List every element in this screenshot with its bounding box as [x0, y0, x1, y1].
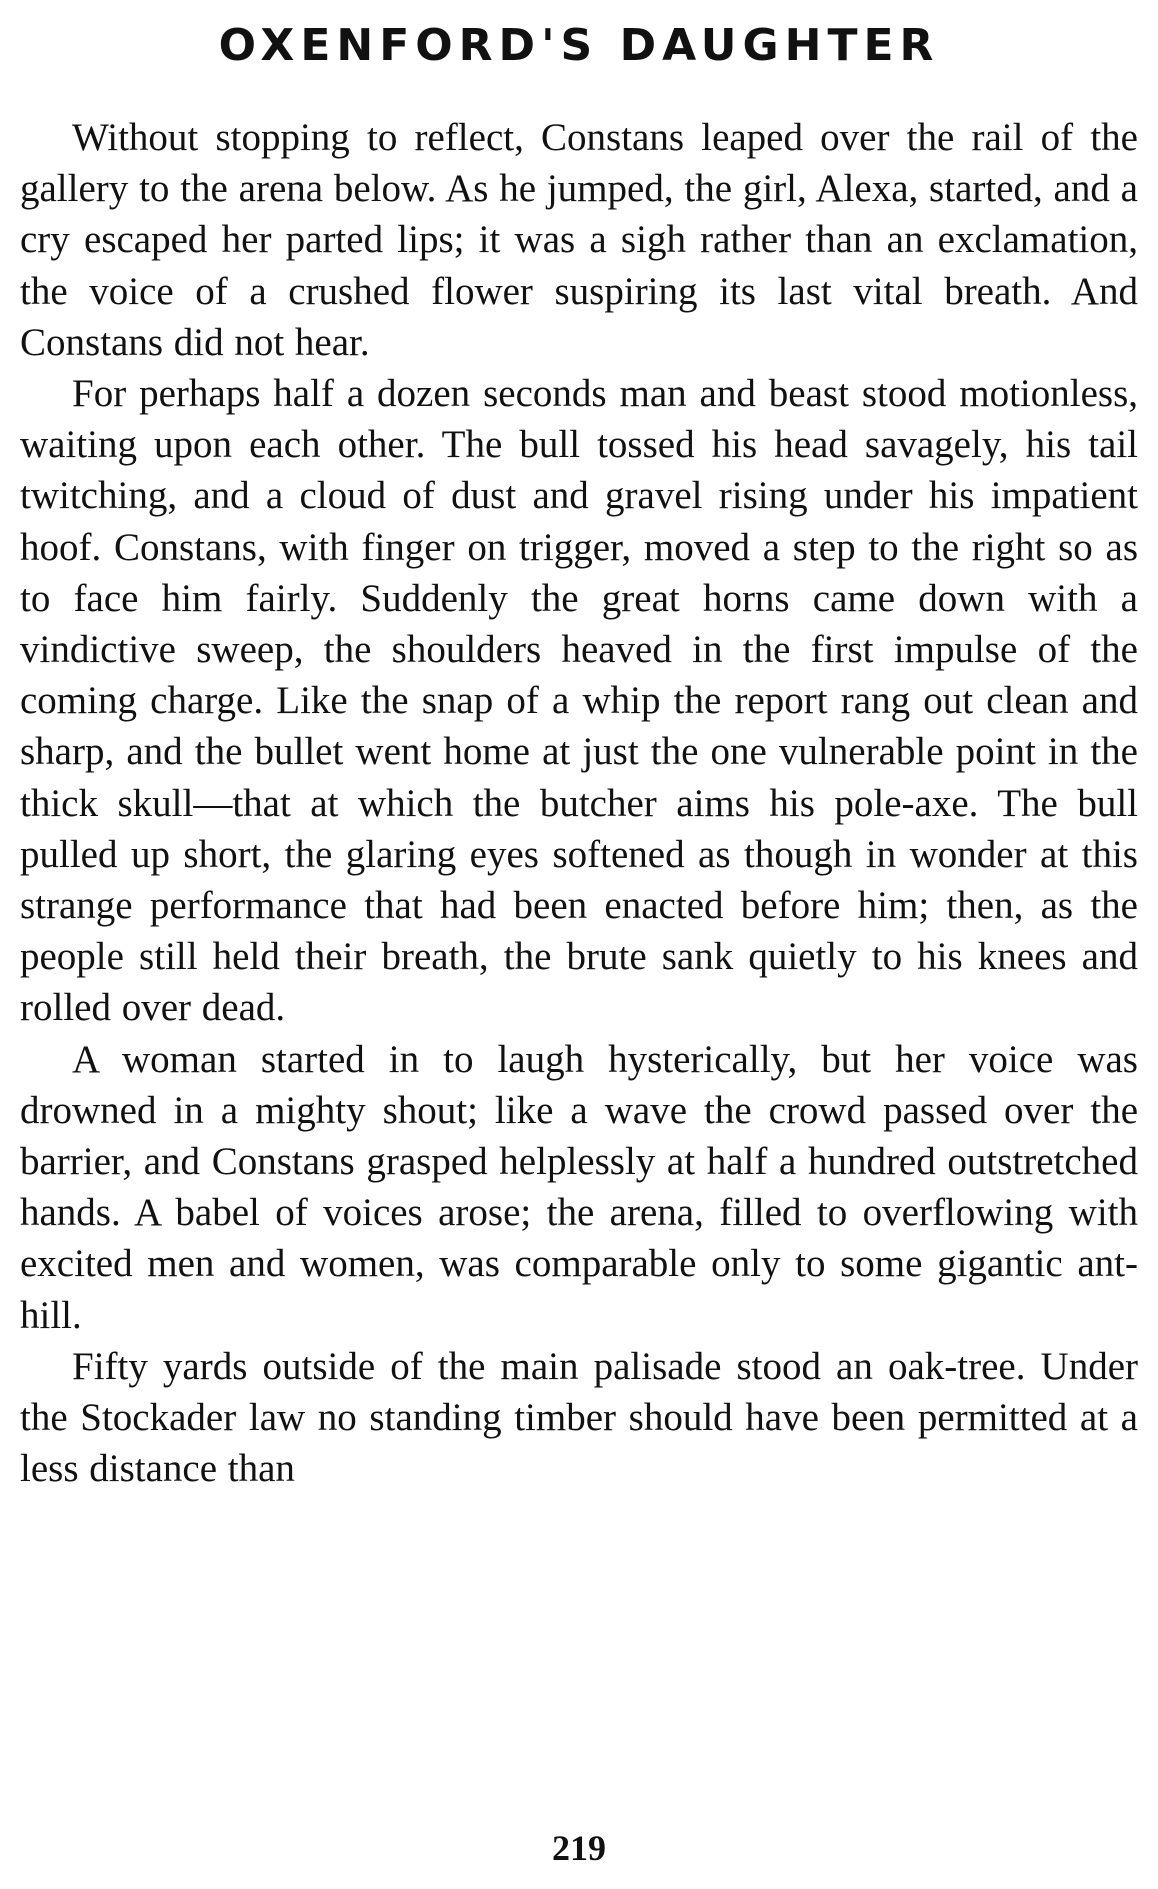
paragraph-1: Without stopping to reflect, Constans leaped over the rail of the gallery to the arena below. As he jumped, the girl, Alexa, started, and a cry escaped her parted lips; it was a sigh rather than an exclamation, the voice of a crushed flower suspiring its last vital breath. And Constans did not hear. — [20, 116, 1138, 364]
paragraph-3: A woman started in to laugh hysterically, but her voice was drowned in a mighty shout; like a wave the crowd passed over the barrier, and Constans grasped helplessly at half a hundred outstretched hands. A babel of voices arose; the arena, filled to overflowing with excited men and women, was comparable only to some gigantic ant-hill. — [20, 1037, 1138, 1337]
paragraph-4: Fifty yards outside of the main palisade stood an oak-tree. Under the Stockader law no standing timber should have been permitted at a less distance than — [20, 1344, 1138, 1491]
page-number: 219 — [552, 1828, 606, 1868]
paragraph-2: For perhaps half a dozen seconds man and beast stood motionless, waiting upon each other. The bull tossed his head savagely, his tail twitching, and a cloud of dust and gravel rising under his impatient hoof. Constans, with finger on trigger, moved a step to the right so as to face him fairly. Suddenly the great horns came down with a vindictive sweep, the shoulders heaved in the first impulse of the coming charge. Like the snap of a whip the report rang out clean and sharp, and the bullet went home at just the one vulnerable point in the thick skull—that at which the butcher aims his pole-axe. The bull pulled up short, the glaring eyes softened as though in wonder at this strange performance that had been enacted before him; then, as the people still held their breath, the brute sank quietly to his knees and rolled over dead. — [20, 372, 1138, 1030]
running-head: OXENFORD'S DAUGHTER — [218, 20, 940, 71]
